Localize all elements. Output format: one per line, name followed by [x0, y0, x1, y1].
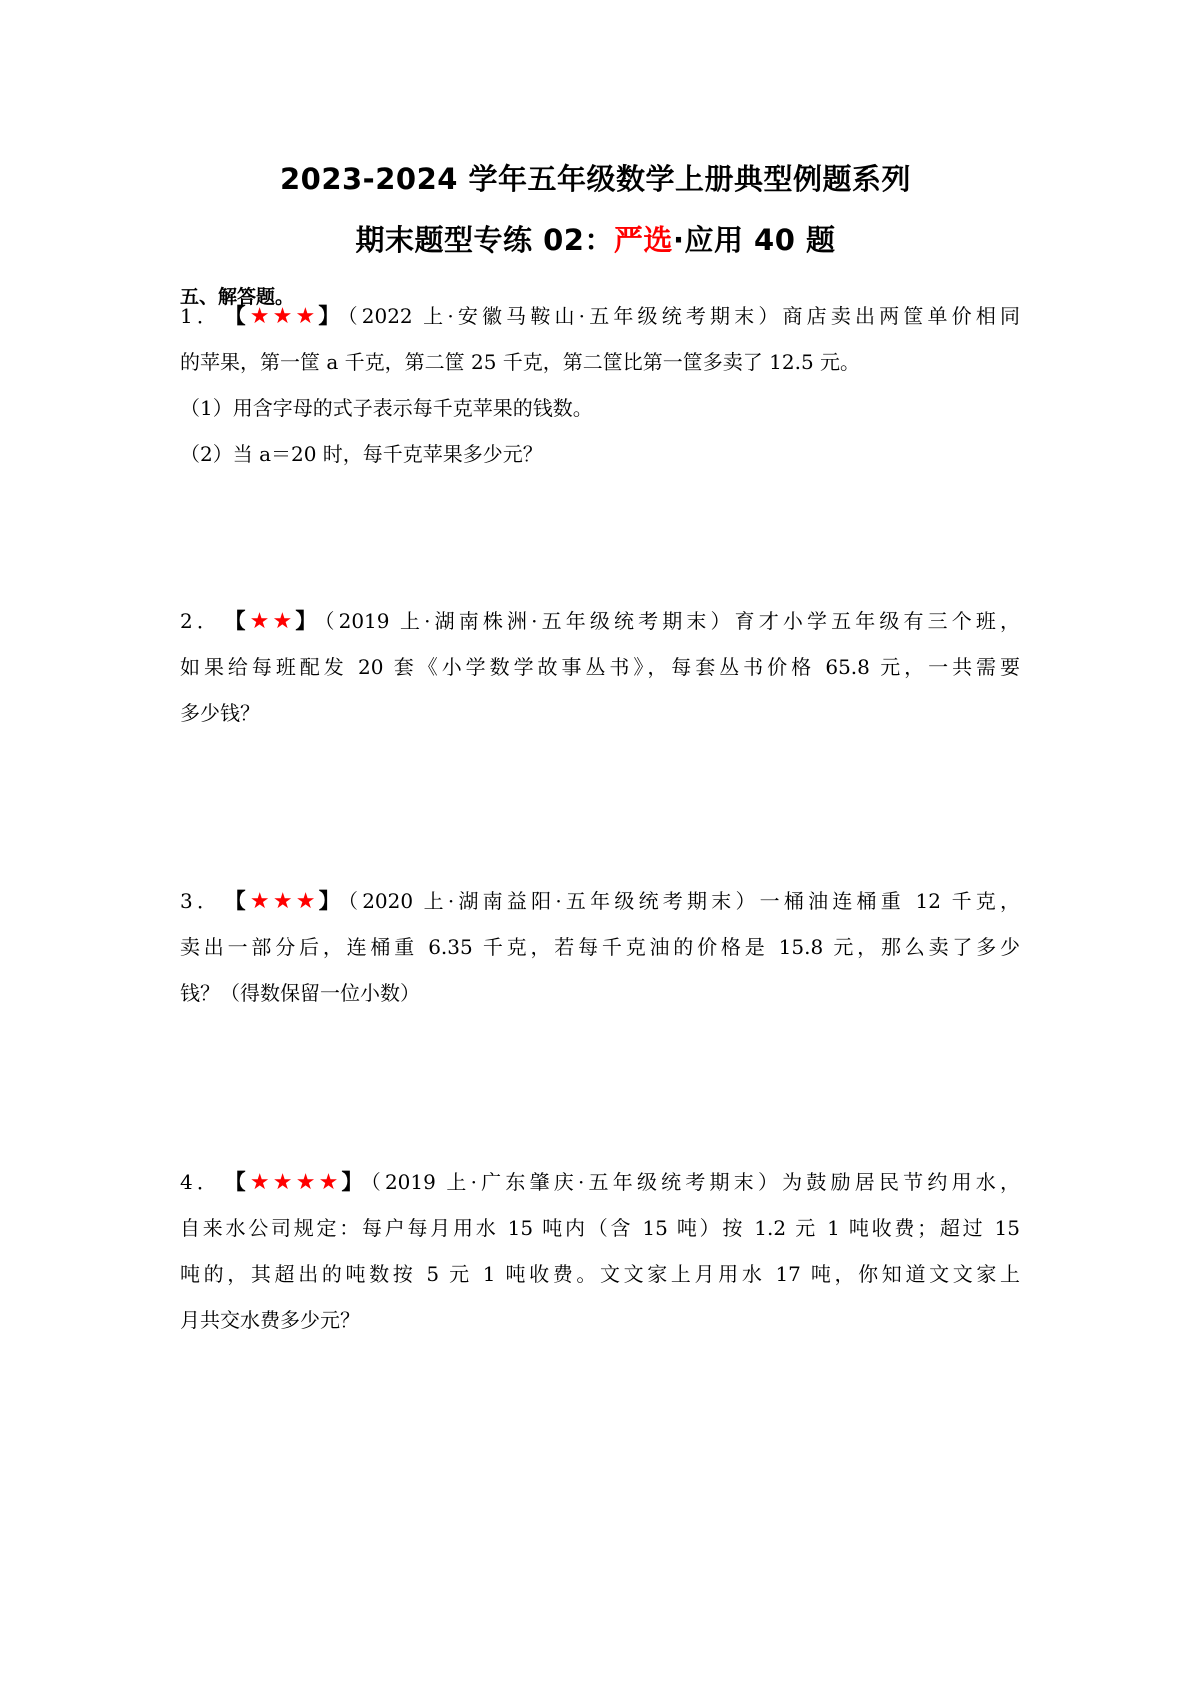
sub-question: （2）当 a＝20 时，每千克苹果多少元？: [180, 442, 543, 466]
section-heading: 五、解答题。: [180, 286, 295, 308]
question-number: 2．: [180, 609, 221, 633]
bracket-open: 【: [235, 889, 250, 913]
question-number: 3．: [180, 889, 222, 913]
sub-question: （1）用含字母的式子表示每千克苹果的钱数。: [180, 396, 593, 420]
question-source-text: （2019 上·广东肇庆·五年级统考期末）为鼓励居民节约用水，: [370, 1170, 1020, 1194]
question-text-line: 钱？（得数保留一位小数）: [180, 981, 420, 1005]
question-1: [180, 293, 1020, 477]
bracket-close: 】: [341, 1170, 367, 1194]
question-text-line: 的苹果，第一筐 a 千克，第二筐 25 千克，第二筐比第一筐多卖了 12.5 元。: [180, 350, 861, 374]
question-header: [180, 878, 1020, 924]
question-source-text: （2020 上·湖南益阳·五年级统考期末）一桶油连桶重 12 千克，: [347, 889, 1021, 913]
question-3: [180, 878, 1020, 1016]
question-2: [180, 598, 1020, 736]
question-text-line: 吨的，其超出的吨数按 5 元 1 吨收费。文文家上月用水 17 吨，你知道文文家上: [180, 1262, 1020, 1286]
question-text-line: 卖出一部分后，连桶重 6.35 千克，若每千克油的价格是 15.8 元，那么卖了多少: [180, 935, 1020, 959]
bracket-close: 】: [295, 609, 321, 633]
question-header: [180, 1159, 1020, 1205]
star-rating-icon: ★★★: [249, 889, 319, 914]
bracket-close: 】: [318, 889, 344, 913]
question-header: [180, 293, 1020, 339]
document-subtitle: [0, 218, 1191, 259]
question-text-line: 自来水公司规定：每户每月用水 15 吨内（含 15 吨）按 1.2 元 1 吨收费；超过 15: [180, 1216, 1020, 1240]
question-source-text: （2019 上·湖南株洲·五年级统考期末）育才小学五年级有三个班，: [324, 609, 1021, 633]
document-title: [0, 157, 1191, 198]
question-text-line: 多少钱？: [180, 701, 260, 725]
bracket-open: 【: [235, 304, 250, 328]
subtitle-accent: 严选: [613, 223, 673, 257]
bracket-open: 【: [235, 1170, 250, 1194]
question-text-line: 月共交水费多少元？: [180, 1308, 360, 1332]
subtitle-suffix: ·应用 40 题: [672, 223, 836, 257]
question-text-line: 如果给每班配发 20 套《小学数学故事丛书》，每套丛书价格 65.8 元，一共需要: [180, 655, 1020, 679]
bracket-open: 【: [234, 609, 250, 633]
star-rating-icon: ★★★: [249, 304, 319, 329]
star-rating-icon: ★★★★: [249, 1170, 342, 1195]
title-line-1: 2023-2024 学年五年级数学上册典型例题系列: [279, 162, 912, 196]
question-number: 4．: [180, 1170, 222, 1194]
subtitle-prefix: 期末题型专练 02：: [355, 223, 614, 257]
star-rating-icon: ★★: [249, 609, 296, 634]
question-4: [180, 1159, 1020, 1343]
question-source-text: （2022 上·安徽马鞍山·五年级统考期末）商店卖出两筐单价相同: [347, 304, 1021, 328]
question-number: 1．: [180, 304, 222, 328]
bracket-close: 】: [318, 304, 344, 328]
question-header: [180, 598, 1020, 644]
